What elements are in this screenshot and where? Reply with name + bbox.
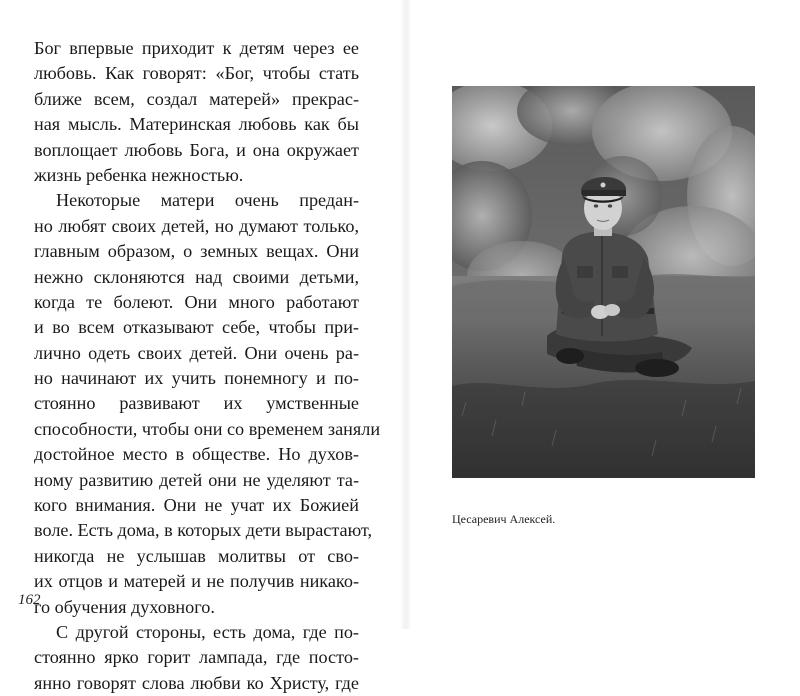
text-line: но начинают их учить понемногу и по- (34, 368, 359, 389)
photograph (452, 86, 755, 478)
text-line: воплощает любовь Бога, и она окружает (34, 139, 359, 160)
text-line: достойное место в обществе. Но духов- (34, 444, 359, 465)
text-line: янно говорят слова любви ко Христу, где (34, 672, 359, 693)
text-line: никогда не услышав молитвы от сво- (34, 545, 359, 566)
text-line: ная мысль. Материнская любовь как бы (34, 114, 359, 135)
page-number: 162 (18, 592, 41, 608)
text-line: главным образом, о земных вещах. Они (34, 241, 359, 262)
left-page-text (34, 36, 381, 696)
text-line: и во всем отказывают себе, чтобы при- (34, 317, 359, 338)
text-line: ному развитию детей они не уделяют та- (34, 469, 359, 490)
text-line: С другой стороны, есть дома, где по- (56, 621, 359, 642)
text-line: Некоторые матери очень предан- (56, 190, 359, 211)
text-line: их отцов и матерей и не получив никако- (34, 571, 359, 592)
text-line: кого внимания. Они не учат их Божией (34, 495, 359, 516)
text-line: воле. Есть дома, в которых дети вырастают, (34, 520, 373, 541)
text-line: ближе всем, создал матерей» прекрас- (34, 88, 359, 109)
text-line: Бог впервые приходит к детям через ее (34, 38, 359, 58)
text-line: лично одеть своих детей. Они очень ра- (34, 342, 359, 363)
text-line: го обучения духовного. (34, 596, 215, 617)
text-line: способности, чтобы они со временем заняли (34, 418, 381, 439)
text-line: нежно склоняются над своими детьми, (34, 266, 359, 287)
text-line: стоянно ярко горит лампада, где посто- (34, 647, 359, 668)
text-line: но любят своих детей, но думают только, (34, 215, 359, 236)
photo-illustration (452, 86, 755, 478)
text-line: когда те болеют. Они много работают (34, 291, 359, 312)
photo-caption: Цесаревич Алексей. (452, 512, 556, 526)
text-line: жизнь ребенка нежностью. (34, 164, 244, 185)
book-gutter (400, 0, 412, 629)
text-line: стоянно развивают их умственные (34, 393, 359, 414)
text-line: любовь. Как говорят: «Бог, чтобы стать (34, 63, 359, 84)
